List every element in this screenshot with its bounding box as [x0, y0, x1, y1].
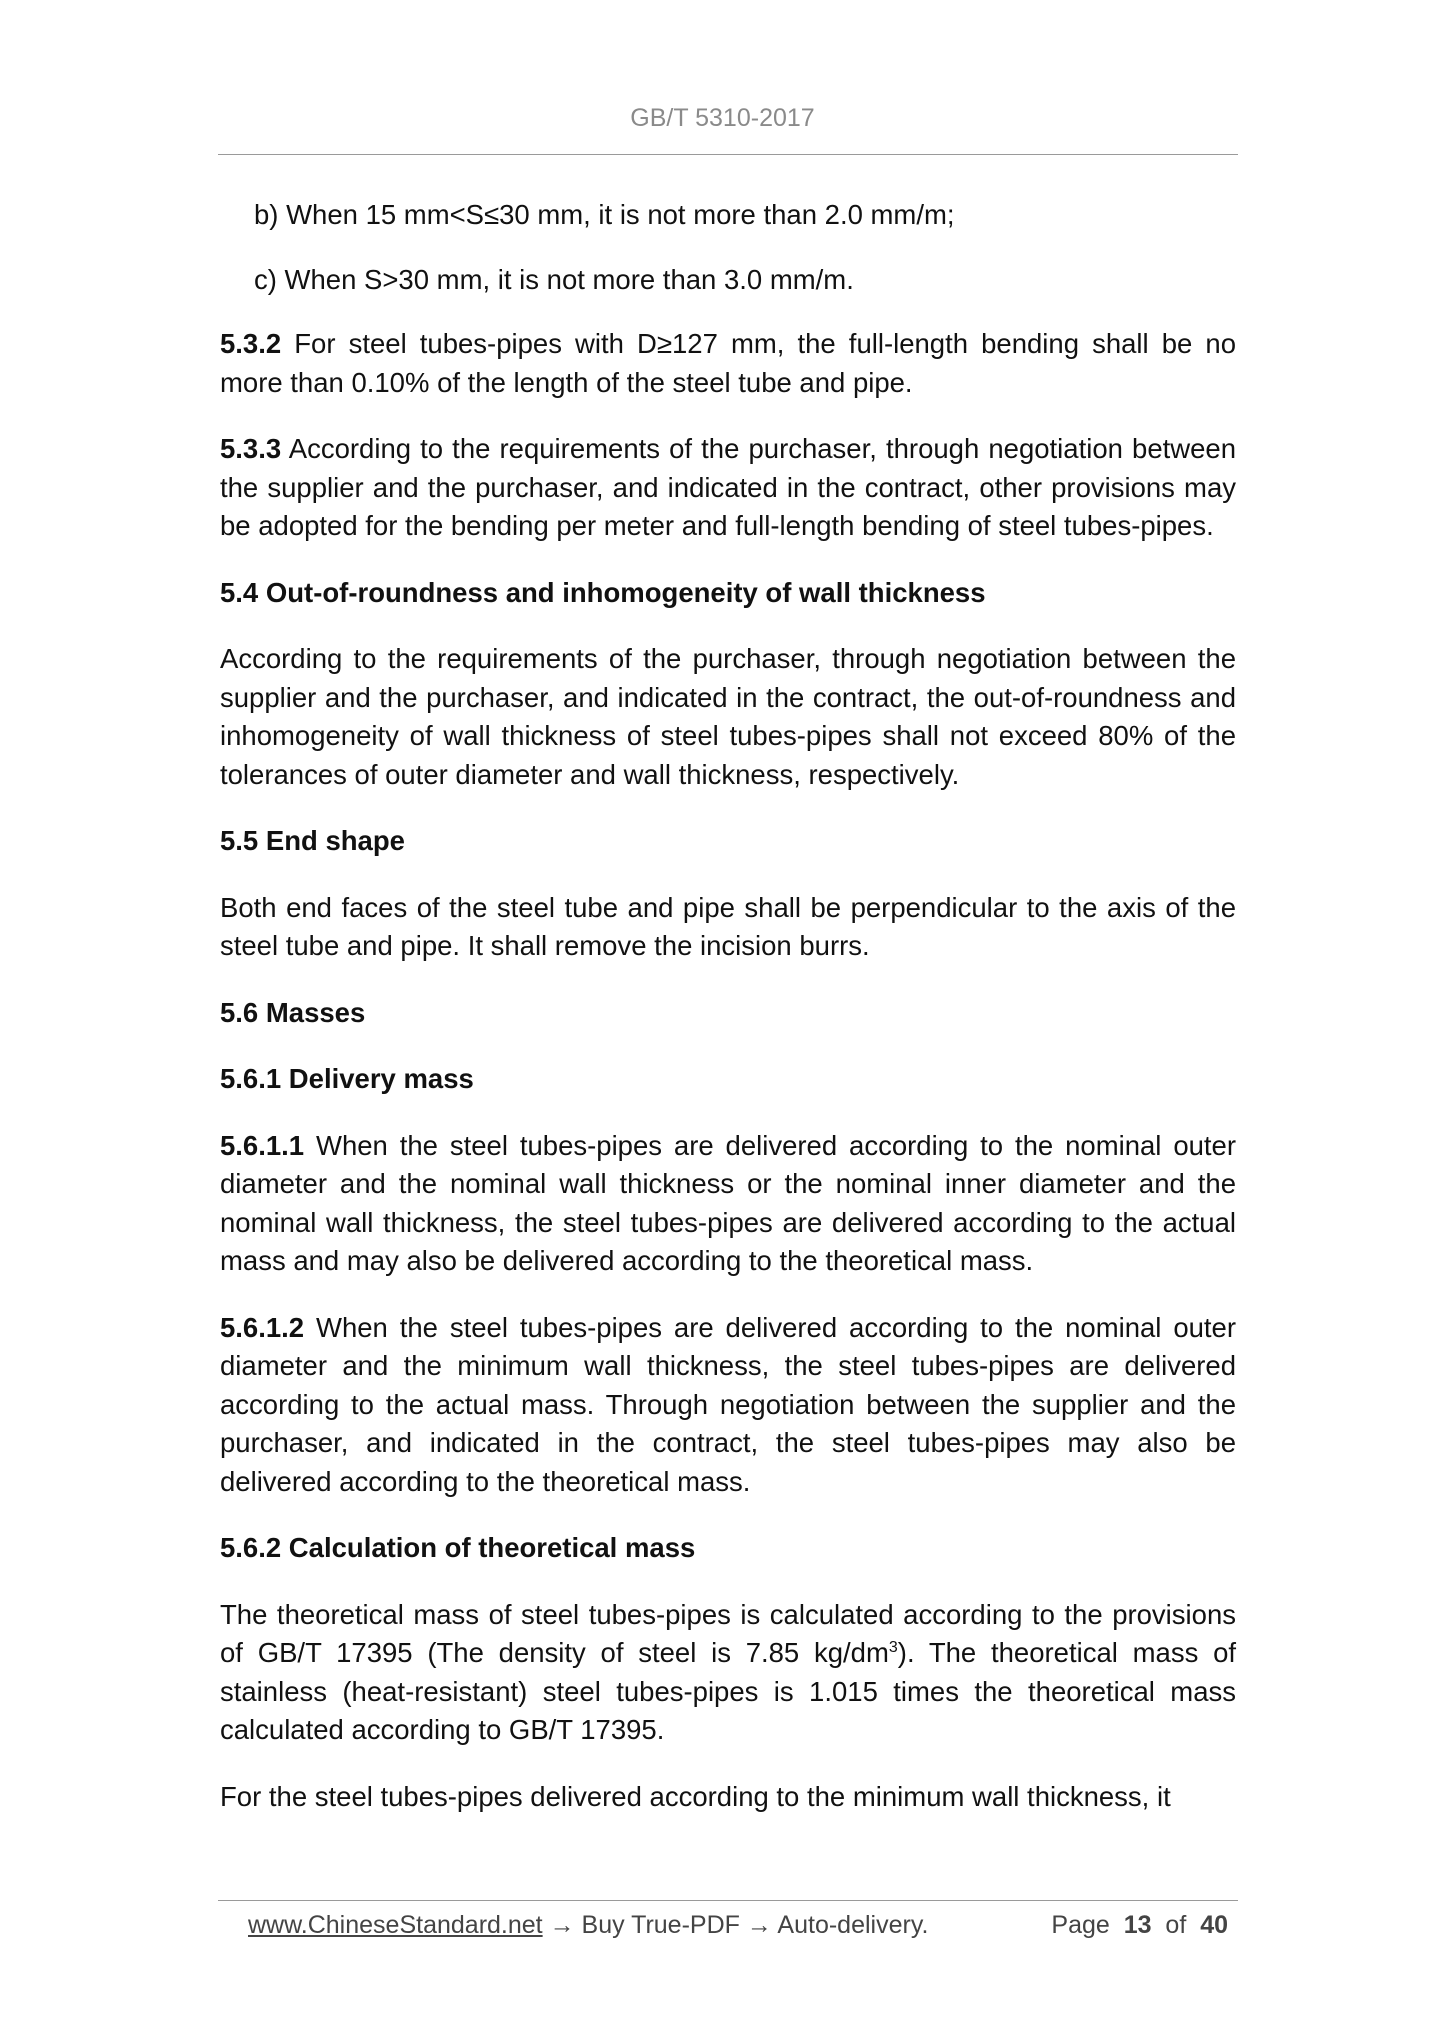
arrow-icon: → [542, 1911, 582, 1939]
clause-5-3-2 [220, 325, 1236, 402]
superscript: 3 [888, 1638, 898, 1656]
buy-pdf-text: Buy True-PDF [581, 1911, 740, 1939]
paragraph-5-4: According to the requirements of the purchaser, through negotiation between the supplier and the purchaser, and indicated in the contract, the out-of-roundness and inhomogeneity of wall thickness of steel tubes-pipes shall not exceed 80% of the tolerances of outer diameter and wall thickness, respectively. [220, 643, 1236, 790]
page-content [220, 196, 1236, 1844]
clause-5-3-3 [220, 430, 1236, 546]
text-segment: The theoretical mass of steel tubes-pipes is calculated according to the provisions of GB/T 17395 (The density of steel is 7.85 kg/dm [220, 1598, 1236, 1668]
current-page: 13 [1123, 1911, 1152, 1939]
clause-5-6-1-2 [220, 1309, 1236, 1502]
heading-5-6: 5.6 Masses [220, 996, 366, 1028]
footer-divider [218, 1900, 1238, 1901]
clause-number: 5.6.1.2 [220, 1311, 305, 1343]
of-label: of [1165, 1911, 1187, 1939]
clause-number: 5.3.3 [220, 433, 282, 464]
text-segment: ). The theoretical mass of stainless (heat-resistant) steel tubes-pipes is 1.015 times the theoretical mass calculated according to GB/T 17395. [220, 1637, 1237, 1745]
page-label: Page [1051, 1911, 1110, 1939]
header-divider [218, 154, 1238, 155]
page-footer [248, 1908, 1228, 1942]
list-item-b: b) When 15 mm<S≤30 mm, it is not more than 2.0 mm/m; [254, 199, 955, 230]
clause-text: When the steel tubes-pipes are delivered according to the nominal outer diameter and the nominal wall thickness or the nominal inner diameter and the nominal wall thickness, the steel tubes-pipes are delivered according to the actual mass and may also be delivered according to the theoretical mass. [220, 1129, 1236, 1276]
total-pages: 40 [1200, 1911, 1228, 1939]
paragraph-5-5: Both end faces of the steel tube and pipe shall be perpendicular to the axis of the steel tube and pipe. It shall remove the incision burrs. [220, 891, 1236, 961]
clause-number: 5.6.1.1 [220, 1129, 305, 1161]
page-number [1051, 1908, 1228, 1942]
heading-5-6-1: 5.6.1 Delivery mass [220, 1063, 474, 1094]
heading-5-6-2: 5.6.2 Calculation of theoretical mass [220, 1532, 696, 1563]
arrow-icon: → [739, 1911, 778, 1939]
paragraph-continued: For the steel tubes-pipes delivered according to the minimum wall thickness, it [220, 1780, 1171, 1812]
clause-5-6-1-1 [220, 1127, 1236, 1281]
clause-number: 5.3.2 [220, 328, 282, 359]
website-link[interactable]: www.ChineseStandard.net [248, 1911, 543, 1939]
clause-text: For steel tubes-pipes with D≥127 mm, the full-length bending shall be no more than 0.10% of the length of the steel tube and pipe. [220, 328, 1236, 398]
paragraph-5-6-2 [220, 1596, 1236, 1750]
auto-delivery-text: Auto-delivery. [777, 1911, 929, 1939]
clause-text: According to the requirements of the purchaser, through negotiation between the supplier and the purchaser, and indicated in the contract, other provisions may be adopted for the bending per meter and full-length bending of steel tubes-pipes. [220, 433, 1236, 541]
heading-5-4: 5.4 Out-of-roundness and inhomogeneity of wall thickness [220, 576, 986, 608]
heading-5-5: 5.5 End shape [220, 825, 405, 856]
document-header-title: GB/T 5310-2017 [630, 104, 815, 132]
clause-text: When the steel tubes-pipes are delivered according to the nominal outer diameter and the minimum wall thickness, the steel tubes-pipes are delivered according to the actual mass. Through negotiation between the supplier and the purchaser, and indicated in the contract, the steel tubes-pipes may also be delivered according to the theoretical mass. [220, 1311, 1236, 1497]
list-item-c: c) When S>30 mm, it is not more than 3.0 mm/m. [254, 263, 854, 295]
